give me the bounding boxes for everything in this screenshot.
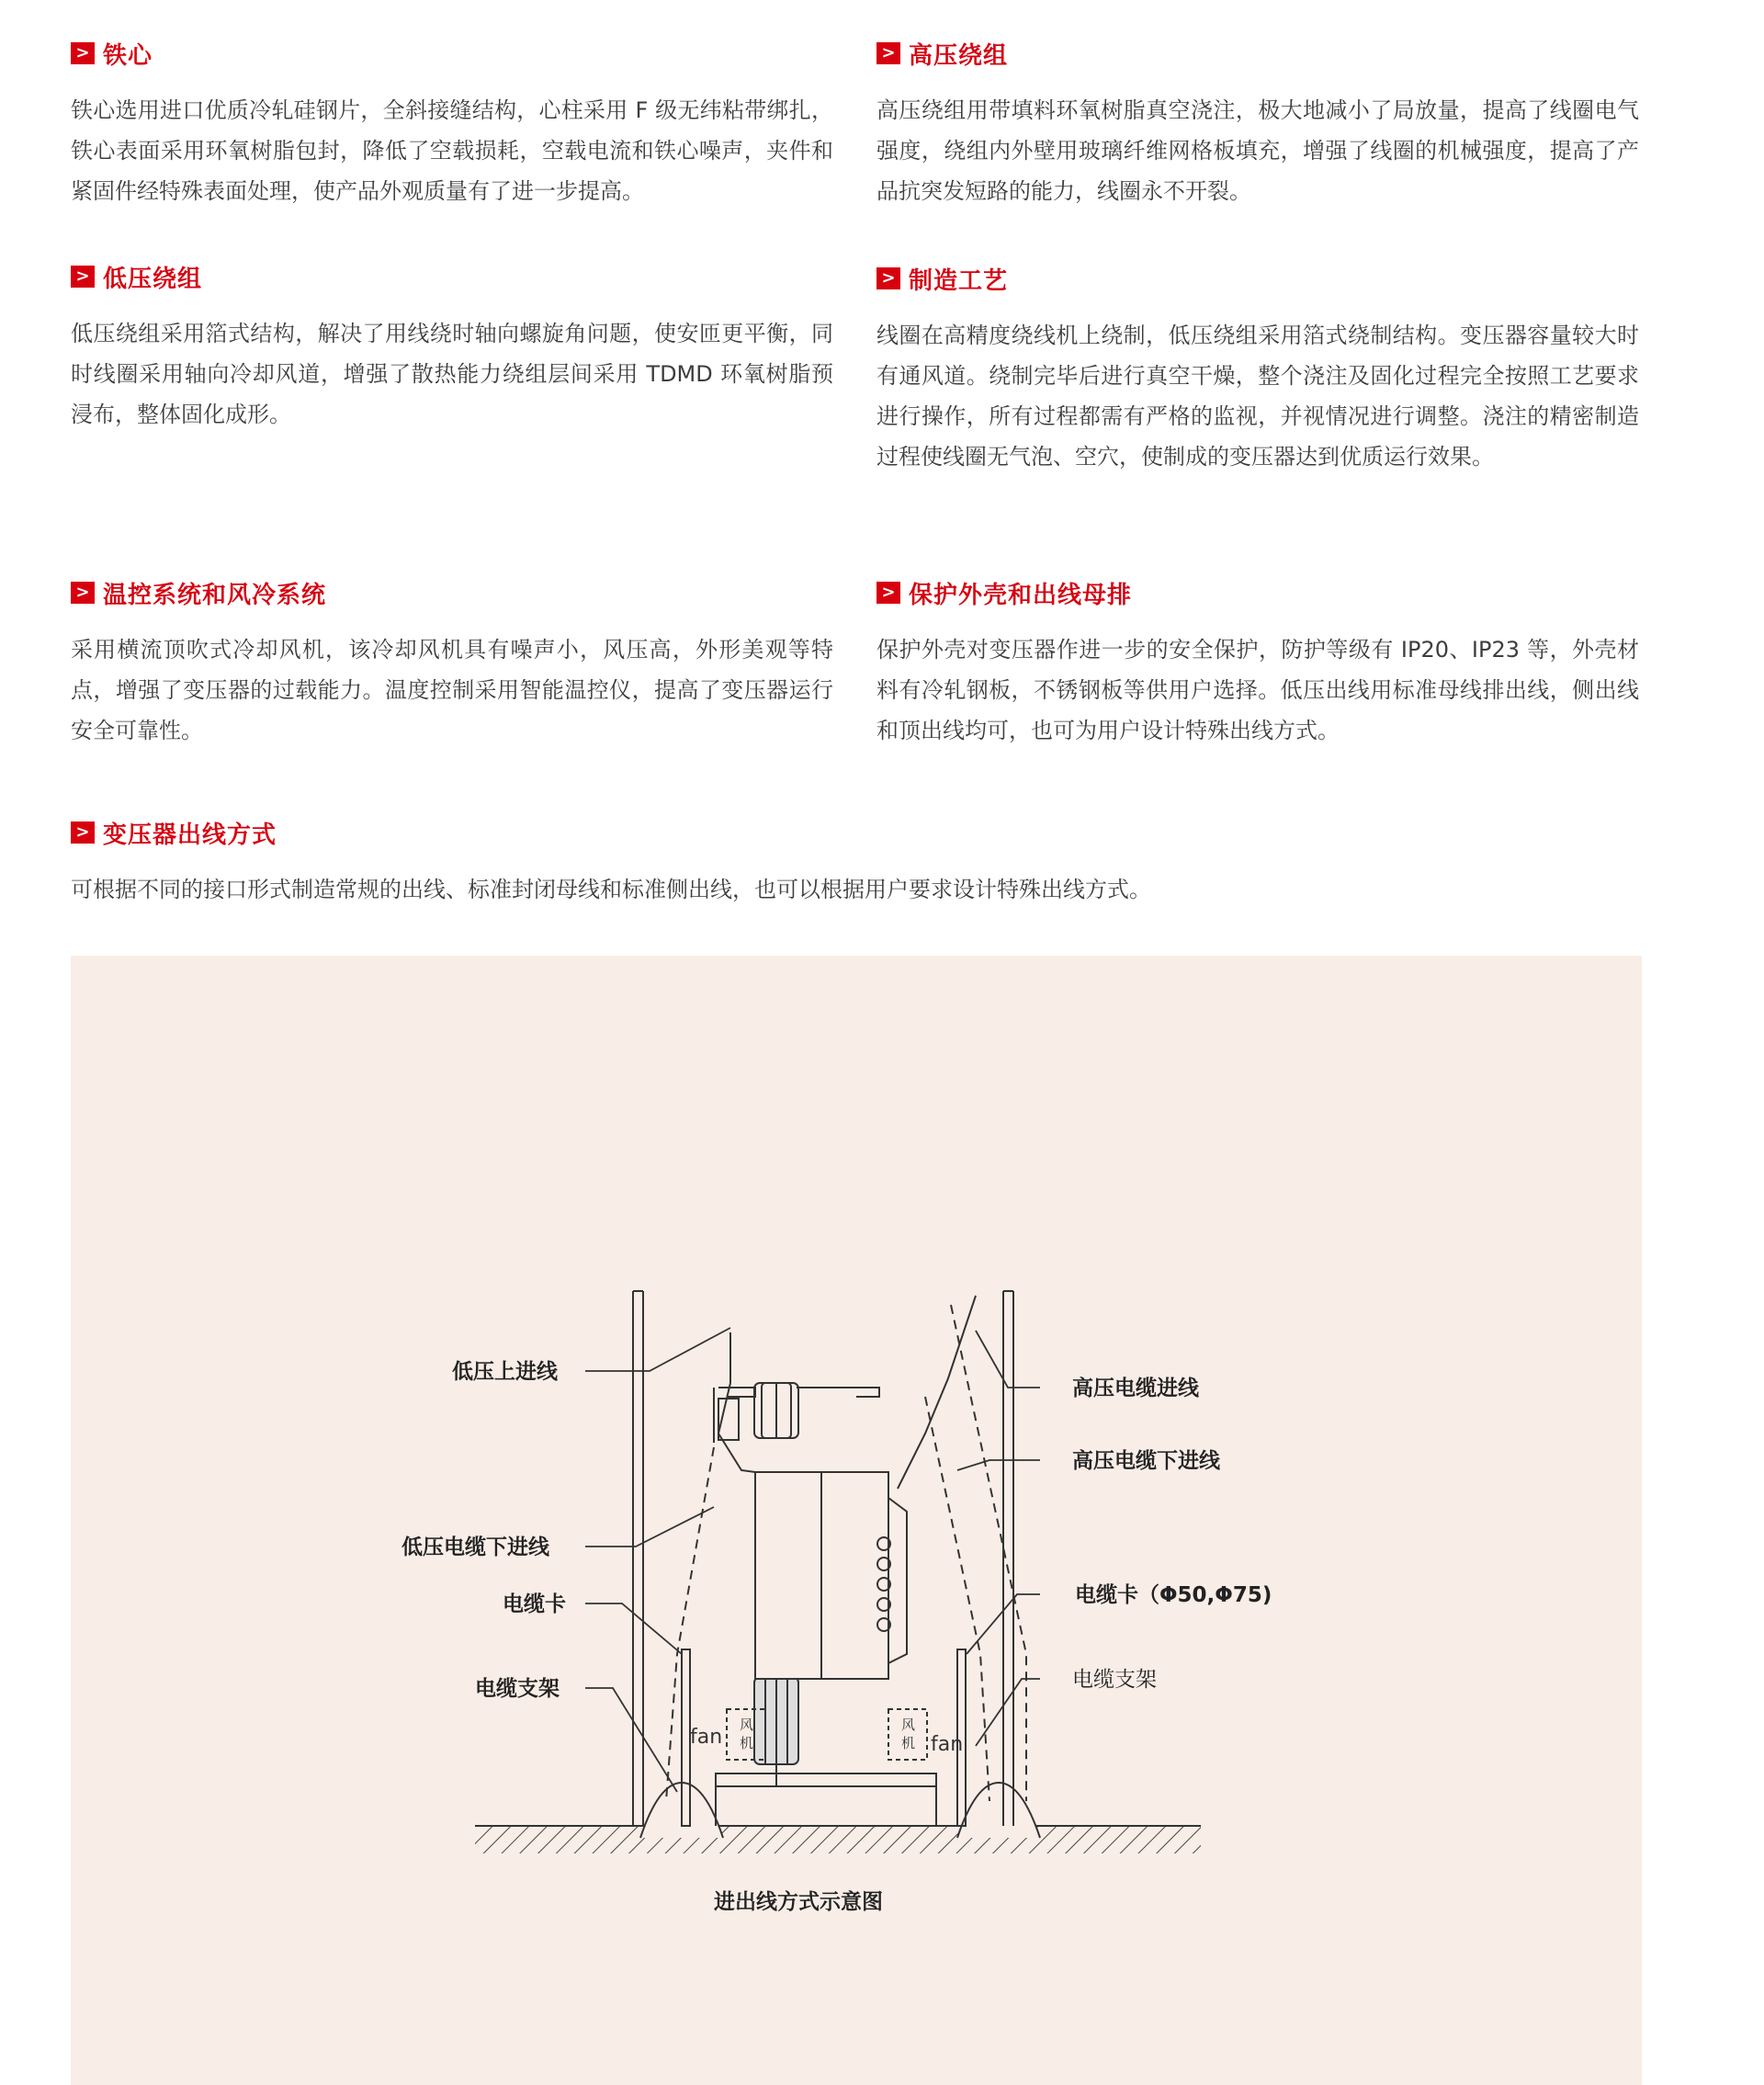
section-lv-winding [71, 260, 833, 435]
section-body: 铁心选用进口优质冷轧硅钢片，全斜接缝结构，心柱采用 F 级无纬粘带绑扎，铁心表面采用环氧树脂包封，降低了空载损耗，空载电流和铁心噪声，夹件和紧固件经特殊表面处理，使产品外观质量有了进一步提高。 [71, 97, 833, 204]
label-cable-clamp-right: 电缆卡（Φ50,Φ75) [1075, 1583, 1272, 1607]
section-body: 采用横流顶吹式冷却风机，该冷却风机具有噪声小，风压高，外形美观等特点，增强了变压器的过载能力。温度控制采用智能温控仪，提高了变压器运行安全可靠性。 [71, 637, 833, 743]
red-arrow-icon: > [876, 267, 900, 289]
section-title: 制造工艺 [909, 266, 1009, 295]
hv-cable [898, 1296, 976, 1489]
section-cooling [71, 576, 833, 751]
section-header [71, 576, 833, 609]
diagram-caption: 进出线方式示意图 [714, 1890, 883, 1914]
lv-busbar [718, 1332, 755, 1472]
label-hv-cable-inlet: 高压电缆进线 [1072, 1377, 1199, 1400]
section-hv-winding [876, 37, 1639, 211]
outlet-diagram [71, 956, 1642, 2085]
label-cable-support-left: 电缆支架 [475, 1677, 560, 1701]
label-lv-cable-bottom-inlet: 低压电缆下进线 [401, 1535, 549, 1559]
label-hv-cable-bottom-inlet: 高压电缆下进线 [1072, 1449, 1220, 1473]
section-iron-core [71, 37, 833, 211]
section-enclosure [876, 576, 1639, 751]
label-lv-top-inlet: 低压上进线 [452, 1360, 558, 1384]
red-arrow-icon: > [71, 822, 95, 844]
section-title: 变压器出线方式 [103, 821, 277, 849]
section-title: 铁心 [103, 41, 153, 70]
outlet-diagram-panel [71, 956, 1642, 2085]
fan-right [888, 1709, 963, 1760]
section-title: 高压绕组 [909, 41, 1009, 70]
fan-cn-label: 机 [901, 1735, 916, 1751]
section-body: 低压绕组采用箔式结构，解决了用线绕时轴向螺旋角问题，使安匝更平衡，同时线圈采用轴向冷却风道，增强了散热能力绕组层间采用 TDMD 环氧树脂预浸布，整体固化成形。 [71, 321, 833, 427]
section-title: 温控系统和风冷系统 [103, 581, 327, 609]
section-body: 可根据不同的接口形式制造常规的出线、标准封闭母线和标准侧出线，也可以根据用户要求设计特殊出线方式。 [71, 877, 1151, 902]
fan-cn-label: 风 [740, 1717, 754, 1733]
label-cable-clamp-left: 电缆卡 [503, 1592, 566, 1616]
fan-cn-label: 风 [901, 1717, 916, 1733]
red-arrow-icon: > [71, 582, 95, 604]
section-header [71, 37, 833, 70]
section-header [876, 576, 1639, 609]
fan-label: fan [931, 1733, 964, 1756]
label-cable-support-right: 电缆支架 [1072, 1668, 1157, 1692]
section-header [876, 37, 1639, 70]
section-manufacturing [876, 262, 1639, 477]
ground [475, 1826, 1201, 1853]
fan-cn-label: 机 [740, 1735, 754, 1751]
section-header [71, 260, 833, 293]
red-arrow-icon: > [71, 42, 95, 64]
transformer-coil [755, 1472, 907, 1679]
red-arrow-icon: > [876, 582, 900, 604]
section-header [876, 262, 1639, 295]
section-body: 高压绕组用带填料环氧树脂真空浇注，极大地减小了局放量，提高了线圈电气强度，绕组内外壁用玻璃纤维网格板填充，增强了线圈的机械强度，提高了产品抗突发短路的能力，线圈永不开裂。 [876, 97, 1639, 204]
section-outlet-methods [71, 816, 1642, 910]
section-body: 线圈在高精度绕线机上绕制，低压绕组采用箔式绕制结构。变压器容量较大时有通风道。绕制完毕后进行真空干燥，整个浇注及固化过程完全按照工艺要求进行操作，所有过程都需有严格的监视，并视情况进行调整。浇注的精密制造过程使线圈无气泡、空穴，使制成的变压器达到优质运行效果。 [876, 323, 1639, 470]
section-body: 保护外壳对变压器作进一步的安全保护，防护等级有 IP20、IP23 等，外壳材料有冷轧钢板，不锈钢板等供用户选择。低压出线用标准母线排出线，侧出线和顶出线均可，也可为用户设计特殊出线方式。 [876, 637, 1639, 743]
transformer-base [716, 1773, 936, 1826]
section-title: 保护外壳和出线母排 [909, 581, 1133, 609]
fan-label: fan [690, 1726, 723, 1749]
section-title: 低压绕组 [103, 265, 203, 293]
red-arrow-icon: > [876, 42, 900, 64]
top-clamps [714, 1388, 879, 1443]
red-arrow-icon: > [71, 266, 95, 288]
section-header [71, 816, 1642, 849]
